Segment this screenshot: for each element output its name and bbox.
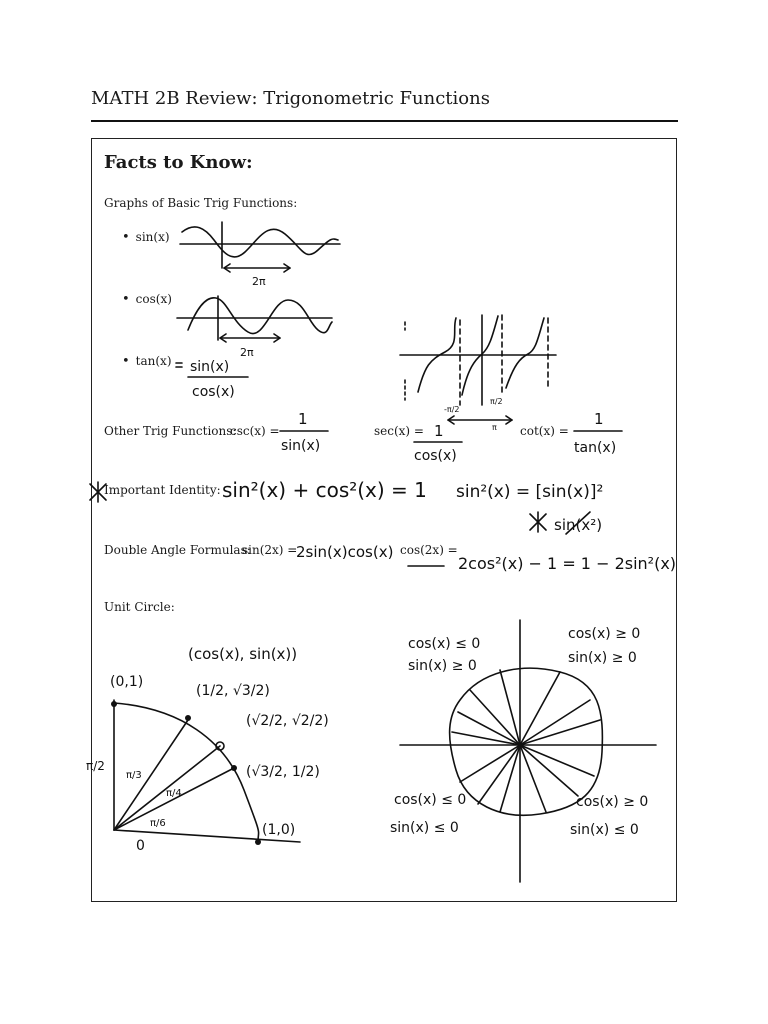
page-title: MATH 2B Review: Trigonometric Functions: [91, 88, 490, 109]
sin-graph: [180, 222, 340, 288]
q3-sin: sin(x) ≤ 0: [390, 820, 459, 836]
sin2x-formula: 2sin(x)cos(x): [296, 543, 394, 561]
cot-denominator: tan(x): [574, 440, 617, 456]
sec-denominator: cos(x): [414, 448, 457, 464]
unit-circle-label: Unit Circle:: [104, 600, 175, 614]
bullet-sin: • sin(x): [122, 230, 170, 245]
cot-fraction: [574, 410, 622, 456]
csc-denominator: sin(x): [281, 438, 321, 454]
identity-label: Important Identity:: [104, 483, 221, 497]
q1-sin: sin(x) ≥ 0: [568, 650, 637, 666]
sec-label: sec(x) =: [374, 424, 424, 438]
tan-tick-half-pi: π/2: [490, 397, 503, 406]
identity-note: sin²(x) = [sin(x)]²: [456, 482, 604, 502]
q1-cos: cos(x) ≥ 0: [568, 626, 641, 642]
q3-cos: cos(x) ≤ 0: [394, 792, 467, 808]
unit-right-label: (1,0): [262, 822, 296, 838]
q4-cos: cos(x) ≥ 0: [576, 794, 649, 810]
bullet-tan: • tan(x): [122, 354, 172, 369]
double-angle-label: Double Angle Formulas:: [104, 543, 251, 557]
tan-tick-neg-half-pi: -π/2: [444, 405, 460, 414]
sin-period-label: 2π: [252, 275, 266, 288]
unit-origin-label: 0: [136, 838, 145, 854]
cos2x-label: cos(2x) =: [400, 543, 458, 557]
csc-fraction: [280, 410, 328, 454]
note-star-icon: [530, 512, 546, 532]
cos-period-label: 2π: [240, 346, 254, 359]
csc-numerator: 1: [298, 410, 308, 428]
cos-graph: [177, 296, 332, 359]
angle-pi-4: π/4: [166, 788, 182, 799]
tan-graph: [400, 315, 556, 432]
angle-pi-3: π/3: [126, 770, 142, 781]
tan-tick-pi: π: [492, 423, 497, 432]
graphs-heading: Graphs of Basic Trig Functions:: [104, 196, 298, 210]
q2-cos: cos(x) ≤ 0: [408, 636, 481, 652]
unit-point-60: (1/2, √3/2): [196, 683, 270, 699]
unit-point-label: (cos(x), sin(x)): [188, 645, 298, 663]
unit-point-30: (√3/2, 1/2): [246, 764, 320, 780]
unit-circle-quarter: [86, 645, 329, 854]
identity-star-icon: [90, 482, 106, 502]
unit-left-angle: π/2: [86, 759, 105, 773]
sec-numerator: 1: [434, 422, 444, 440]
tan-def-numerator: sin(x): [190, 359, 230, 375]
cos2x-formula: 2cos²(x) − 1 = 1 − 2sin²(x): [458, 554, 677, 573]
q2-sin: sin(x) ≥ 0: [408, 658, 477, 674]
q4-sin: sin(x) ≤ 0: [570, 822, 639, 838]
unit-point-45: (√2/2, √2/2): [246, 713, 329, 729]
bullet-cos: • cos(x): [122, 292, 172, 307]
cot-numerator: 1: [594, 410, 604, 428]
angle-pi-6: π/6: [150, 818, 166, 829]
sec-fraction: [414, 422, 462, 464]
tan-def-denominator: cos(x): [192, 384, 235, 400]
identity-note-wrong: sin(x²): [554, 516, 603, 534]
identity-formula: sin²(x) + cos²(x) = 1: [222, 478, 427, 502]
sin2x-label: sin(2x) =: [242, 543, 298, 557]
tan-definition: [176, 359, 248, 400]
other-trig-label: Other Trig Functions:: [104, 424, 237, 438]
cot-label: cot(x) =: [520, 424, 569, 438]
full-unit-circle: [390, 620, 656, 882]
unit-top-label: (0,1): [110, 674, 144, 690]
csc-label: csc(x) =: [230, 424, 280, 438]
section-heading: Facts to Know:: [104, 152, 253, 173]
